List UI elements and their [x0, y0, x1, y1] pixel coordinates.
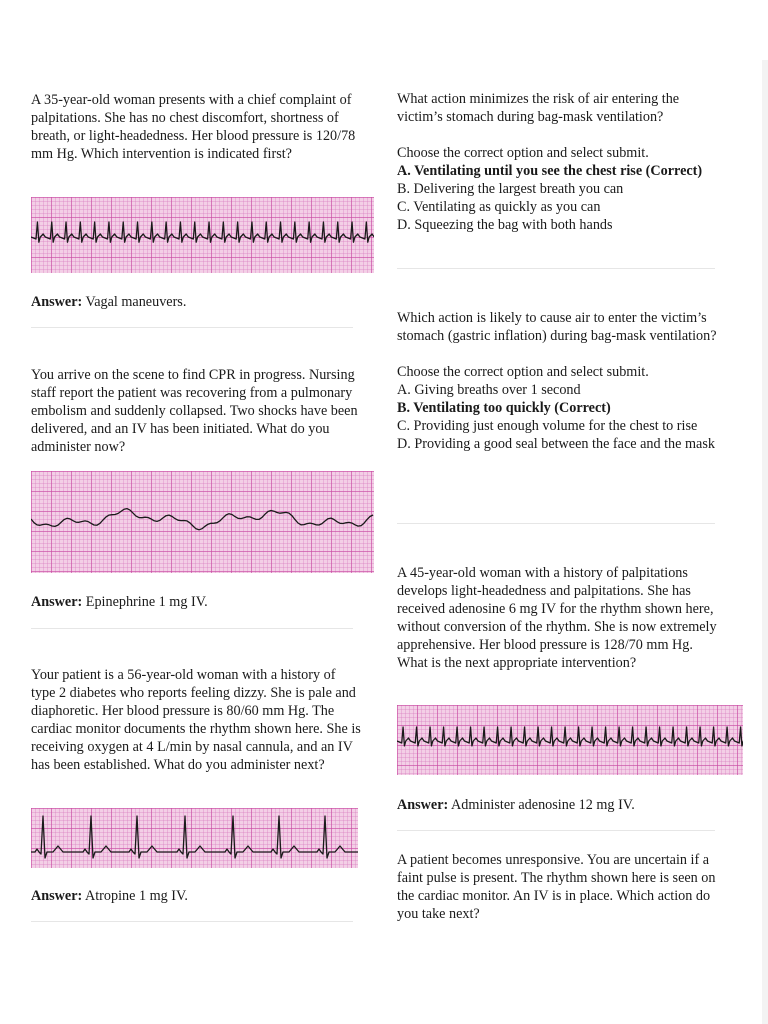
divider [31, 327, 353, 328]
ecg-trace [397, 727, 743, 746]
option-b[interactable]: B. Ventilating too quickly (Correct) [397, 400, 611, 416]
ecg-trace [31, 816, 358, 858]
answer-label: Answer: [31, 594, 83, 610]
question-vfib [31, 366, 361, 456]
divider [397, 523, 715, 524]
question-text: You arrive on the scene to find CPR in progress. Nursing staff report the patient was recovering from a pulmonary embolism and suddenly collapsed. Two shocks have been delivered, and an IV has been initiated. What do you administer now? [31, 367, 358, 455]
option-d[interactable]: D. Providing a good seal between the face and the mask [397, 436, 715, 452]
ecg-strip-bradycardia [31, 808, 358, 868]
question-text: A 35-year-old woman presents with a chief complaint of palpitations. She has no chest discomfort, shortness of breath, or light-headedness. Her blood pressure is 120/78 mm Hg. Which intervention is indicated first? [31, 92, 356, 162]
answer-label: Answer: [31, 294, 83, 310]
question-gastric-inflation [397, 309, 717, 453]
ecg-trace [31, 509, 373, 530]
question-adenosine [397, 564, 717, 672]
question-text: What action minimizes the risk of air entering the victim’s stomach during bag-mask ventilation? [397, 91, 680, 125]
divider [31, 628, 353, 629]
answer-label: Answer: [31, 888, 83, 904]
option-c[interactable]: C. Ventilating as quickly as you can [397, 199, 601, 215]
answer-text: Vagal maneuvers. [82, 294, 187, 310]
answer-text: Administer adenosine 12 mg IV. [448, 797, 635, 813]
ecg-trace-svt [31, 197, 374, 273]
question-text: A patient becomes unresponsive. You are uncertain if a faint pulse is present. The rhythm shown here is seen on the cardiac monitor. An IV is in place. Which action do you take next? [397, 852, 716, 922]
question-text: Which action is likely to cause air to enter the victim’s stomach (gastric inflation) during bag-mask ventilation? [397, 310, 717, 344]
scrollbar-track[interactable] [762, 60, 768, 1024]
answer-vfib [31, 593, 361, 611]
divider [31, 921, 353, 922]
question-svt [31, 91, 361, 163]
ecg-strip-svt [31, 197, 374, 273]
answer-text: Atropine 1 mg IV. [82, 888, 188, 904]
ecg-trace-svt-2 [397, 705, 743, 775]
answer-svt [31, 293, 361, 311]
option-a[interactable]: A. Ventilating until you see the chest rise (Correct) [397, 163, 703, 179]
ecg-trace [31, 222, 374, 242]
option-c[interactable]: C. Providing just enough volume for the chest to rise [397, 418, 698, 434]
ecg-strip-vfib [31, 471, 374, 573]
answer-text: Epinephrine 1 mg IV. [82, 594, 208, 610]
answer-bradycardia [31, 887, 361, 905]
ecg-trace-bradycardia [31, 808, 358, 868]
ecg-strip-svt-2 [397, 705, 743, 775]
instruction-text: Choose the correct option and select submit. [397, 145, 649, 161]
question-text: A 45-year-old woman with a history of palpitations develops light-headedness and palpitations. She has received adenosine 6 mg IV for the rhythm shown here, without conversion of the rhythm. She is now extremely apprehensive. Her blood pressure is 128/70 mm Hg. What is the next appropriate intervention? [397, 565, 717, 671]
ecg-trace-vfib [31, 471, 374, 573]
question-bag-mask [397, 90, 717, 234]
question-text: Your patient is a 56-year-old woman with a history of type 2 diabetes who reports feeling dizzy. She is pale and diaphoretic. Her blood pressure is 80/60 mm Hg. The cardiac monitor documents the rhythm shown here. She is receiving oxygen at 4 L/min by nasal cannula, and an IV has been established. What do you administer next? [31, 667, 361, 773]
answer-adenosine [397, 796, 717, 814]
divider [397, 830, 715, 831]
question-bradycardia [31, 666, 361, 774]
instruction-text: Choose the correct option and select submit. [397, 364, 649, 380]
option-a[interactable]: A. Giving breaths over 1 second [397, 382, 581, 398]
divider [397, 268, 715, 269]
answer-label: Answer: [397, 797, 449, 813]
option-b[interactable]: B. Delivering the largest breath you can [397, 181, 624, 197]
question-unresponsive [397, 851, 717, 923]
option-d[interactable]: D. Squeezing the bag with both hands [397, 217, 613, 233]
